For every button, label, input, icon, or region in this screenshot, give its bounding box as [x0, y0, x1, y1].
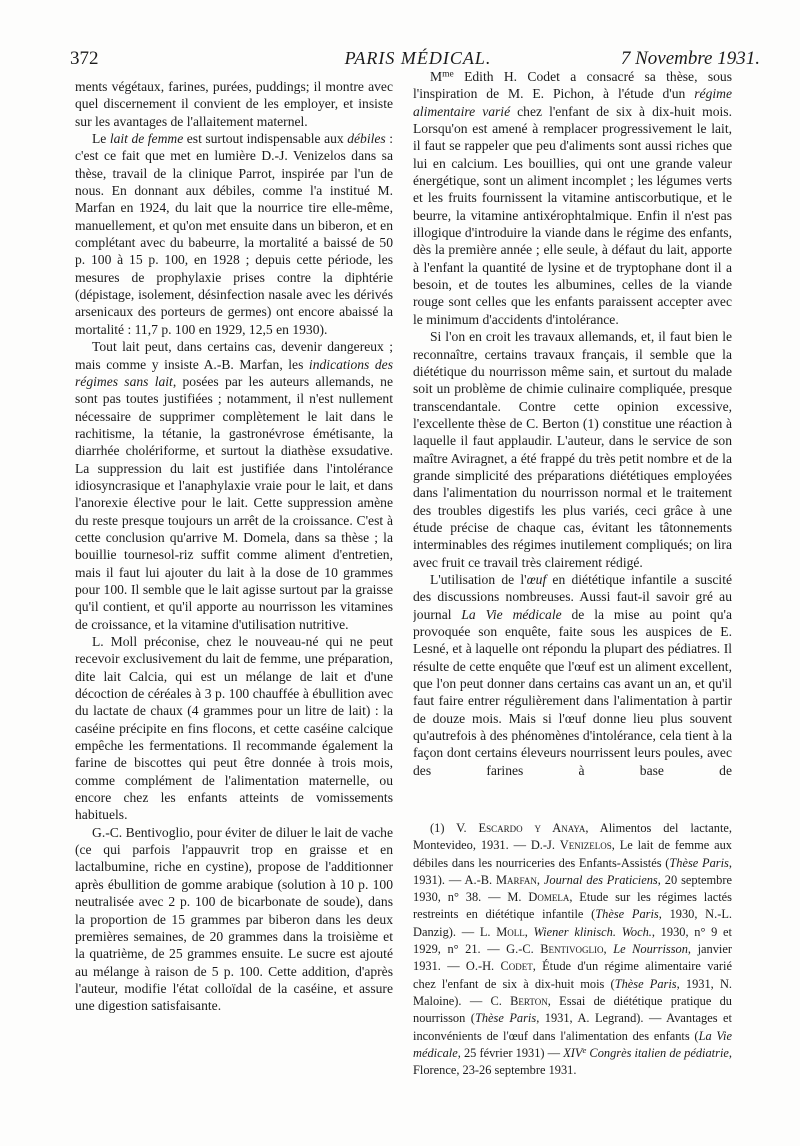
text-run-sc: Venizelos — [559, 838, 612, 853]
text-run: en diététique infantile a suscité des discussions nombreuses. Aussi faut-il savoir gré au journal — [413, 571, 732, 622]
text-run: ments végétaux, farines, purées, puddings; il montre avec quel discernement il convient de les employer, et insiste sur les avantages de l'allaitement maternel. — [75, 79, 393, 129]
text-run: , janvier 1931. — O.-H. — [413, 942, 732, 974]
text-run: , 20 septembre 1930, n° 38. — M. — [413, 872, 732, 905]
text-run-i: débiles — [347, 131, 386, 147]
journal-title: PARIS MÉDICAL. — [344, 48, 492, 68]
text-run: , 1930, n° 9 et 1929, n° 21. — G.-C. — [413, 924, 732, 957]
text-run-i: Thèse Paris — [595, 907, 659, 922]
text-run: , 1931, A. Legrand). — Avantages et inconvénients de l'œuf dans l'alimentation des enfants ( — [413, 1011, 732, 1043]
text-run: L'utilisation de l' — [430, 571, 527, 587]
left-column — [75, 78, 393, 1122]
text-run: Le — [92, 131, 110, 147]
text-run-sc: Berton — [510, 993, 548, 1008]
text-run: , 25 février 1931) — — [457, 1045, 564, 1060]
text-run: , Etude sur les régimes lactés restreints en diététique infantile ( — [413, 890, 732, 922]
text-run-i: Le Nourrisson — [613, 942, 688, 957]
text-run: , — [524, 924, 534, 939]
paragraph — [75, 338, 393, 633]
text-run-i: XIV — [563, 1045, 583, 1060]
text-run: : c'est ce fait que met en lumière D.-J. Venizelos dans sa thèse, travail de la clinique Parrot, inspirée par l'un de nous. En donnant aux débiles, comme l'a institué M. Marfan en 1924, du lait que la nourrice tire elle-même, manuellement, et qu'on met ensuite dans un biberon, et en complétant avec du babeurre, la mortalité a baissé de 50 p. 100 à 15 p. 100, en 1928 ; depuis cette période, les mesures de prophylaxie prises contre la diphtérie (dépistage, isolement, désinfection nasale avec les dérivés arsenicaux des porteurs de germes) ont encore abaissé la mortalité : 11,7 p. 100 en 1929, 12,5 en 1930). — [75, 131, 393, 337]
text-run: , — [603, 942, 614, 957]
text-run: , 1931, N. Maloine). — C. — [413, 976, 732, 1008]
text-run-sc: Codet — [500, 959, 533, 974]
text-run: , Essai de diététique pratique du nourrisson ( — [413, 993, 732, 1026]
paragraph — [75, 130, 393, 338]
text-run-sc: Moll — [496, 924, 525, 939]
right-column — [413, 68, 732, 806]
text-run: G.-C. Bentivoglio, pour éviter de diluer le lait de vache (ce qui parfois l'appauvrit trop en graisse et en lactalbumine, riche en cystine), propose de l'additionner après ébullition de gomme arabique (solution à 10 p. 100 neutralisée avec 2 p. 100 de bicarbonate de soude), dans la proportion de 15 grammes par biberon dans les deux premières semaines, de 20 grammes dans la troisième et la quatrième, de 25 grammes ensuite. Le sucre est ajouté au mélange à raison de 5 p. 100. Cette addition, d'après l'auteur, modifie l'état colloïdal de la caséine, et assure une digestion satisfaisante. — [75, 824, 393, 1014]
text-run: L. Moll préconise, chez le nouveau-né qui ne peut recevoir exclusivement du lait de femme, une préparation, dite lait Calcia, qui est un mélange de lait et d'une décoction de céréales à 3 p. 100 chauffée à ébullition avec du lactate de chaux (4 grammes pour un litre de lait) : la caséine précipite en fins flocons, et cette caséine calcique empêche les fermentations. Il recommande également la farine de biscottes qui peut être donnée à trois mois, comme complément de l'alimentation maternelle, ou encore chez les enfants atteints de vomissements habituels. — [75, 634, 393, 823]
text-run-i: Thèse Paris — [614, 976, 677, 991]
text-run-i: Congrès italien de pédiatrie — [586, 1045, 729, 1060]
footnotes — [413, 820, 732, 1112]
text-run-i: œuf — [526, 571, 547, 587]
paragraph — [413, 571, 732, 779]
text-run-sc: Domela — [528, 890, 570, 905]
text-run-sup: me — [442, 69, 454, 80]
text-run-i: régime alimentaire varié — [413, 86, 732, 119]
text-run: , Florence, 23-26 septembre 1931. — [413, 1045, 732, 1078]
paragraph — [413, 68, 732, 328]
paragraph — [75, 78, 393, 130]
text-run-sc: Bentivoglio — [540, 942, 604, 957]
text-run: , Étude d'un régime alimentaire varié chez l'enfant de six à dix-huit mois ( — [413, 959, 732, 991]
text-run-i: lait de femme — [109, 131, 184, 147]
text-run: , Le lait de femme aux débiles dans les nourriceries des Enfants-Assistés ( — [413, 838, 732, 870]
footnote — [413, 820, 732, 1079]
text-run: , — [536, 872, 544, 887]
issue-date: 7 Novembre 1931. — [620, 48, 760, 69]
text-run-sc: Marfan — [496, 872, 537, 887]
text-run: de la mise au point qu'a provoquée son enquête, faite sous les auspices de E. Lesné, et à laquelle ont répondu la plupart des pédiatres. Il résulte de cette enquête que l'œuf est un aliment excellent, que l'on peut donner dans certains cas avant un an, et qu'il faut faire entrer régulièrement dans l'alimentation à partir de douze mois. Mais si l'œuf donne lieu plus souvent qu'autrefois à des phénomènes d'intolérance, cela tient à la façon dont certains éleveurs nourrissent leurs poules, avec des farines à base de — [413, 606, 732, 778]
text-run: , 1930, N.-L. Danzig). — L. — [413, 907, 732, 939]
text-run-i: indications des régimes sans lait — [75, 356, 393, 389]
paragraph — [75, 824, 393, 1015]
text-run-i: Journal des Praticiens — [543, 872, 658, 887]
text-run: Si l'on en croit les travaux allemands, et, il faut bien le reconnaître, certains travaux français, il semble que la diététique du nourrisson même sain, et surtout du malade soit un problème de chimie culinaire compliquée, presque transcendantale. Contre cette opinion excessive, l'excellente thèse de C. Berton (1) constitue une réaction à laquelle il faut applaudir. L'auteur, dans le service de son maître Aviragnet, a été frappé du très petit nombre et de la grande simplicité des préparations diététiques employées dans l'alimentation du nourrisson normal et le traitement des troubles digestifs les plus variés, ceci grâce à une étude précise de chaque cas, évitant les tâtonnements interminables des régimes inutilement compliqués; on lira avec fruit ce travail très clairement rédigé. — [413, 329, 732, 570]
text-run-i: Thèse Paris — [474, 1011, 537, 1026]
text-run-sc: Escardo y Anaya — [478, 821, 586, 835]
text-run: chez l'enfant de six à dix-huit mois. Lorsqu'on est amené à remplacer progressivement le lait, il faut se rappeler que peu d'aliments sont aussi riches que lui en calcium. Les bouillies, qui ont une grande valeur énergétique, sont un aliment incomplet ; les légumes verts et les fruits fournissent la vitamine antiscorbutique, et le beurre, la vitamine antixérophtalmique. Enfin il n'est pas illogique d'introduire la viande dans le régime des enfants, dès la première année ; elle seule, à défaut du lait, apporte à l'enfant la quantité de lysine et de tryptophane dont il a besoin, et de toutes les albumines, celles de la viande rouge sont celles que les enfants paraissent accepter avec le minimum d'accidents d'intolérance. — [413, 103, 732, 327]
text-run: Tout lait peut, dans certains cas, devenir dangereux ; mais comme y insiste A.-B. Marfan, les — [75, 339, 393, 372]
text-run: est surtout indispensable aux — [183, 131, 348, 147]
text-run: , posées par les auteurs allemands, ne sont pas toutes justifiées ; notamment, il n'est nullement nécessaire de supprimer complètement le lait dans le rachitisme, la tétanie, la gastronévrose émétisante, la diarrhée cholériforme, et surtout la diathèse exsudative. La suppression du lait est justifiée dans l'intolérance idiosyncrasique et l'anaphylaxie vraie pour le lait, et dans l'anorexie élective pour le lait. Cette suppression amène du reste presque toujours un arrêt de la croissance. C'est à cette conclusion qu'arrive M. Domela, dans sa thèse ; la bouillie tournesol-riz suffit comme aliment d'entretien, mais il faut lui ajouter du lait à la dose de 10 grammes pour 100. Il semble que le lait agisse surtout par la graisse qu'il contient, et qu'il apporte au nourrisson les vitamines de croissance, et la vitamine d'utilisation nutritive. — [75, 373, 393, 632]
text-run: (1) V. — [430, 821, 479, 835]
text-run: , 1931). — A.-B. — [413, 855, 732, 887]
paragraph — [75, 633, 393, 824]
paragraph — [413, 328, 732, 571]
text-run: , Alimentos del lactante, Montevideo, 1931. — D.-J. — [413, 821, 732, 853]
text-run: M — [430, 69, 443, 84]
text-run: Edith H. Codet a consacré sa thèse, sous l'inspiration de M. E. Pichon, à l'étude d'un — [413, 69, 732, 102]
page-number: 372 — [70, 48, 99, 69]
text-run-i: La Vie médicale — [461, 606, 562, 622]
text-run-isup: e — [582, 1044, 587, 1055]
text-run-i: Thèse Paris — [669, 855, 729, 870]
text-run-i: Wiener klinisch. Woch. — [533, 924, 652, 939]
text-run-i: La Vie médicale — [413, 1028, 732, 1060]
